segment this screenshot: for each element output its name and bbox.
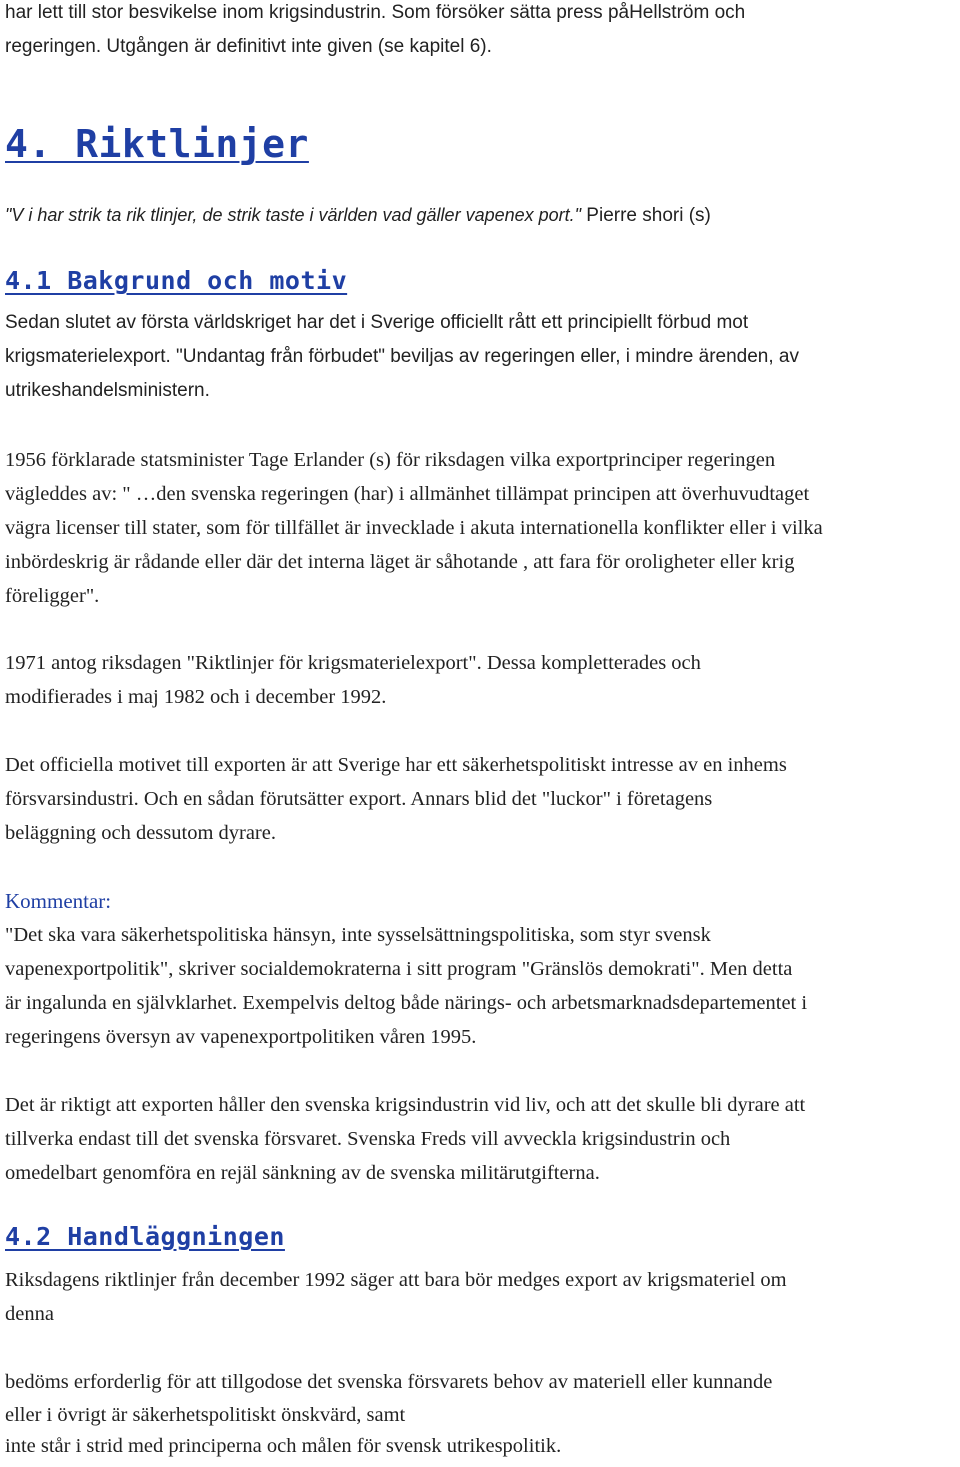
paragraph-kommentar [5, 918, 957, 1054]
text-line: regeringen. Utgången är definitivt inte given (se kapitel 6). [5, 36, 492, 57]
text-line: Det officiella motivet till exporten är att Sverige har ett säkerhetspolitiskt intresse av en inhems [5, 754, 787, 776]
intro-paragraph [5, 0, 957, 64]
text-line: krigsmaterielexport. "Undantag från förbudet" beviljas av regeringen eller, i mindre ärenden, av [5, 346, 799, 367]
epigraph-quote [5, 198, 711, 233]
text-line: bedöms erforderlig för att tillgodose det svenska försvarets behov av materiell eller kunnande [5, 1371, 773, 1393]
paragraph-handlaggningen-1 [5, 1263, 957, 1331]
quote-source: Pierre shori (s) [581, 205, 711, 226]
text-line: 1956 förklarade statsminister Tage Erlander (s) för riksdagen vilka exportprinciper regeringen [5, 449, 776, 471]
text-line: föreligger". [5, 585, 100, 607]
paragraph-bakgrund-6 [5, 1088, 957, 1190]
text-line: regeringens översyn av vapenexportpolitiken våren 1995. [5, 1026, 477, 1048]
paragraph-bakgrund-4 [5, 748, 957, 850]
text-line: "Det ska vara säkerhetspolitiska hänsyn, inte sysselsättningspolitiska, som styr svensk [5, 924, 711, 946]
text-line: beläggning och dessutom dyrare. [5, 822, 276, 844]
paragraph-bakgrund-2 [5, 443, 957, 613]
text-line: Sedan slutet av första världskriget har det i Sverige officiellt rått ett principiellt förbud mot [5, 312, 749, 333]
text-line: har lett till stor besvikelse inom krigsindustrin. Som försöker sätta press påHellström och [5, 2, 746, 23]
paragraph-handlaggningen-2 [5, 1366, 957, 1463]
text-line: vägleddes av: " …den svenska regeringen (har) i allmänhet tillämpat principen att överhuvudtaget [5, 483, 810, 505]
text-line: omedelbart genomföra en rejäl sänkning av de svenska militärutgifterna. [5, 1162, 600, 1184]
paragraph-bakgrund-3 [5, 646, 957, 714]
comment-label: Kommentar: [5, 889, 112, 913]
text-line: utrikeshandelsministern. [5, 380, 210, 401]
text-line: inbördeskrig är rådande eller där det interna läget är såhotande , att fara för oroligheter eller krig [5, 551, 795, 573]
text-line: vapenexportpolitik", skriver socialdemokraterna i sitt program "Gränslös demokrati". Men detta [5, 958, 793, 980]
text-line: försvarsindustri. Och en sådan förutsätter export. Annars blid det "luckor" i företagens [5, 788, 713, 810]
text-line: vägra licenser till stater, som för tillfället är invecklade i akuta internationella konflikter eller i vilka [5, 517, 823, 539]
text-line: denna [5, 1303, 54, 1325]
text-line: Det är riktigt att exporten håller den svenska krigsindustrin vid liv, och att det skulle bli dyrare att [5, 1094, 806, 1116]
text-line: tillverka endast till det svenska försvaret. Svenska Freds vill avveckla krigsindustrin och [5, 1128, 731, 1150]
quote-text: "V i har strik ta rik tlinjer, de strik taste i världen vad gäller vapenex port." [5, 205, 582, 225]
text-line: Riksdagens riktlinjer från december 1992 säger att bara bör medges export av krigsmateriel om [5, 1269, 787, 1291]
section-heading-bakgrund: 4.1 Bakgrund och motiv [5, 266, 348, 295]
text-line: modifierades i maj 1982 och i december 1992. [5, 686, 387, 708]
paragraph-bakgrund-1 [5, 306, 957, 408]
text-line: eller i övrigt är säkerhetspolitiskt önskvärd, samt [5, 1404, 406, 1426]
section-heading-handlaggningen: 4.2 Handläggningen [5, 1222, 285, 1251]
text-line: 1971 antog riksdagen "Riktlinjer för krigsmaterielexport". Dessa kompletterades och [5, 652, 701, 674]
text-line: är ingalunda en självklarhet. Exempelvis deltog både närings- och arbetsmarknadsdepartementet i [5, 992, 808, 1014]
chapter-heading: 4. Riktlinjer [5, 122, 309, 166]
text-line: inte står i strid med principerna och målen för svensk utrikespolitik. [5, 1435, 562, 1457]
